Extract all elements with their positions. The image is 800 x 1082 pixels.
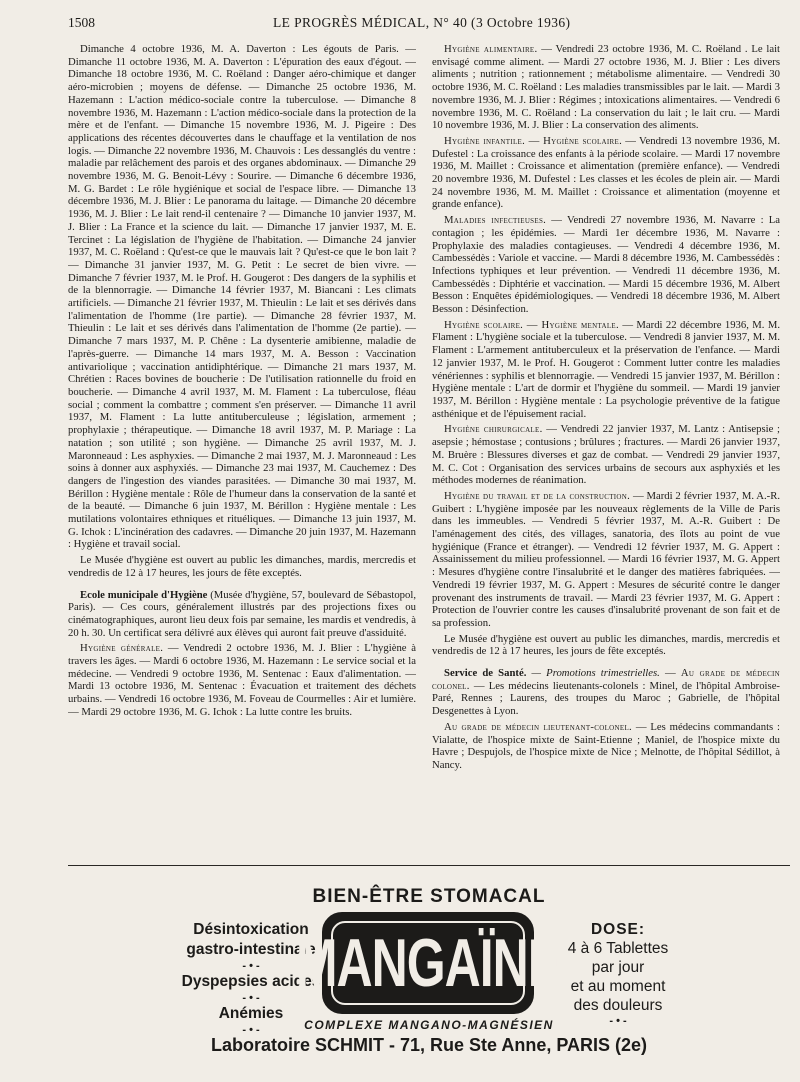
running-header (68, 11, 788, 35)
page-number: 1508 (68, 15, 95, 30)
hygiene-travail-paragraph (432, 490, 780, 630)
dose-line-1: 4 à 6 Tablettes (567, 940, 669, 957)
hygiene-mentale-text: — Mardi 22 décembre 1936, M. M. Flament : L'hygiène sociale et la tuberculose. — Vendredi 8 janvier 1937, M. M. Flament : L'armement antituberculeux et la préservation de l'enfance. — Mardi 12 janvier 1937, M. le Prof. H. Gougerot : Comment lutter contre les maladies vénériennes : syphilis et blennorragie. — Vendredi 15 janvier 1937, M. Bérillon : Hygiène mentale : L'art de dormir et l'hygiène du sommeil. — Mardi 19 janvier 1937, M. Bérillon : Hygiène mentale : La psychologie préventive de la fatigue asthénique et de l'épuisement racial. (432, 318, 780, 420)
hygiene-generale-heading: Hygiène générale. (80, 642, 164, 655)
hygiene-alimentaire-paragraph (432, 43, 780, 132)
indication-4: Anémies (218, 1005, 284, 1022)
hygiene-mentale-paragraph (432, 319, 780, 421)
lieutenant-colonel-text: — Les médecins commandants : Vialatte, de l'hospice mixte de Saint-Etienne ; Maniel, de l'hospice mixte du Havre ; Despujols, de l'hospice mixte de Nice ; Melnotte, de l'hôpital Sédillot, à Nancy. (432, 720, 780, 771)
right-column (432, 43, 780, 861)
dose-line-4: des douleurs (573, 997, 663, 1014)
indication-3: Dyspepsies acides (181, 973, 321, 990)
hygiene-alimentaire-heading: Hygiène alimentaire. (444, 43, 538, 55)
medecin-colonel-text: — Les médecins lieutenants-colonels : Minel, de l'hôpital Ambroise-Paré, Rennes ; Laurens, des troupes du Maroc ; Gabrielle, de l'hôpital Desgenettes à Lyon. (432, 679, 780, 718)
hygiene-alimentaire-text: — Vendredi 23 octobre 1936, M. C. Roëland . Le lait envisagé comme aliment. — Mardi 27 octobre 1936, M. J. Blier : Les divers aliments ; nutrition ; rationnement ; métabolisme alimentaire. — Vendredi 30 octobre 1936, M. C. Roëland : Les maladies transmissibles par le lait. — Mardi 3 novembre 1936, M. J. Blier : Régimes ; intoxications alimentaires. — Vendredi 6 novembre 1936, M. C. Roëland : La conservation du lait ; le lait cru. — Mardi 10 novembre 1936, M. J. Blier : La conservation des aliments. (432, 43, 780, 132)
hygiene-generale-text: — Vendredi 2 octobre 1936, M. J. Blier : L'hygiène à travers les âges. — Mardi 6 octobre 1936, M. Hazemann : Le service social et la médecine. — Vendredi 9 octobre 1936, M. Sentenac : Eaux d'alimentation. — Mardi 13 octobre 1936, M. Sentenac : Évacuation et traitement des déchets urbains. — Vendredi 16 octobre 1936, M. Foveau de Courmelles : Air et lumière. — Mardi 29 octobre 1936, M. G. Ichok : La lutte contre les bruits. (68, 642, 416, 718)
journal-title: LE PROGRÈS MÉDICAL, N° 40 (3 Octobre 1936) (273, 15, 571, 30)
hygiene-infantile-paragraph (432, 135, 780, 211)
hygiene-mentale-heading: Hygiène scolaire. — Hygiène mentale. (444, 318, 619, 331)
lieutenant-colonel-paragraph (432, 721, 780, 772)
indication-1: Désintoxication (193, 921, 309, 938)
ornament-dots-icon: - • - (242, 960, 260, 972)
sunday-lectures-paragraph: Dimanche 4 octobre 1936, M. A. Daverton : Les égouts de Paris. — Dimanche 11 octobre 1936, M. A. Daverton : L'épuration des eaux d'égout. — Dimanche 18 octobre 1936, M. C. Roëland : Danger aéro-chimique et danger aéro-microbien ; moyens de défense. — Dimanche 25 octobre 1936, M. Hazemann : L'action médico-sociale contre la tuberculose. — Dimanche 8 novembre 1936, M. Hazemann : L'action médico-sociale dans la protection de la mère et de l'enfant. — Dimanche 15 novembre 1936, M. J. Pigeire : Des applications des récentes découvertes dans le chauffage et la ventilation de nos logis. — Dimanche 22 novembre 1936, M. Chauvois : Les dessanglés du ventre : maladie par relâchement des parois et des organes abdominaux. — Dimanche 29 novembre 1936, M. G. Benoit-Lévy : Sourire. — Dimanche 6 décembre 1936, M. G. Bardet : Le rôle hygiénique et social de l'espace libre. — Dimanche 13 décembre 1936, M. J. Blier : Le panorama du laitage. — Dimanche 20 décembre 1936, M. J. Blier : Le lait rend-il centenaire ? — Dimanche 10 janvier 1937, M. J. Blier : La France et la science du lait. — Dimanche 17 janvier 1937, M. E. Tercinet : La législation de l'hygiène de l'habitation. — Dimanche 24 janvier 1937, M. C. Roëland : Qu'est-ce que le mauvais lait ? Qu'est-ce que le bon lait ? — Dimanche 31 janvier 1937, M. G. Petit : Le secret de bien vivre. — Dimanche 7 février 1937, M. le Prof. H. Gougerot : Des dangers de la syphilis et de la blennorragie. — Dimanche 14 février 1937, M. Biancani : Les climats artificiels. — Dimanche 21 février 1937, M. Thieulin : Le lait et ses dérivés dans l'alimentation de l'homme (1re partie). — Dimanche 28 février 1937, M. Thieulin : Le lait et ses dérivés dans l'alimentation de l'homme (2e partie). — Dimanche 7 mars 1937, M. P. Chêne : La dysenterie amibienne, maladie de l'après-guerre. — Dimanche 14 mars 1937, M. A. Besson : Vaccination antivariolique ; vaccination antidiphtérique. — Dimanche 21 mars 1937, M. Chrétien : Races bovines de boucherie : De l'utilisation rationnelle du froid en boucherie. — Dimanche 4 avril 1937, M. M. Flament : La tuberculose, fléau social ; comment la combattre ; comment s'en préserver. — Dimanche 11 avril 1937, M. Flament : La lutte antituberculeuse ; législation, armement ; prophylaxie ; thérapeutique. — Dimanche 18 avril 1937, M. P. Mariage : La natation ; son utilité ; son hygiène. — Dimanche 25 avril 1937, M. J. Maronneaud : Les asphyxies. — Dimanche 2 mai 1937, M. J. Maronneaud : Les soins à donner aux asphyxiés. — Dimanche 23 mai 1937, M. Cauchemez : Des dangers de l'ingestion des viandes parasitées. — Dimanche 30 mai 1937, M. Bérillon : Hygiène mentale : Rôle de l'humeur dans la conservation de la santé et de la beauté. — Dimanche 6 juin 1937, M. Bérillon : Hygiène mentale : Les mutilations volontaires ethniques et rituéliques. — Dimanche 13 juin 1937, M. G. Ichok : L'incinération des cadavres. — Dimanche 20 juin 1937, M. Hazemann : Hygiène et travail social. (68, 43, 416, 551)
left-column (68, 43, 416, 861)
service-de-sante-paragraph (432, 667, 780, 718)
dose-line-2: par jour (591, 959, 645, 976)
hygiene-travail-heading: Hygiène du travail et de la construction. (444, 489, 631, 502)
maladies-infectieuses-paragraph (432, 214, 780, 316)
brand-logo-box (295, 912, 561, 1014)
museum-hours-paragraph-right: Le Musée d'hygiène est ouvert au public les dimanches, mardis, mercredis et vendredis de 12 à 17 heures, les jours de fête exceptés. (432, 632, 780, 658)
hygiene-travail-text: — Mardi 2 février 1937, M. A.-R. Guibert : L'hygiène imposée par les nouveaux règlements de la Ville de Paris dans les immeubles. — Vendredi 5 février 1937, M. A.-R. Guibert : De l'aménagement des cités, des villages, sanatoria, des îlots au point de vue hygiénique (France et étranger). — Vendredi 12 février 1937, M. G. Appert : Assainissement du milieu professionnel. — Mardi 16 février 1937, M. G. Appert : Mesures d'hygiène contre l'insalubrité et le danger des matières fabriquées. — Vendredi 19 février 1937, M. G. Appert : Mesures de sécurité contre le danger provenant des instruments de travail. — Mardi 23 février 1937, M. G. Appert : Protection de l'ouvrier contre les causes d'insalubrité provenant de son fait et de sa profession. (432, 489, 780, 629)
maladies-infectieuses-heading: Maladies infectieuses. (444, 214, 547, 227)
hygiene-infantile-heading: Hygiène infantile. — Hygiène scolaire. (444, 134, 623, 147)
text-columns (68, 43, 790, 861)
dose-line-3: et au moment (570, 978, 666, 995)
indication-2: gastro-intestinale (186, 941, 316, 958)
ad-composition: COMPLEXE MANGANO-MAGNÉSIEN (304, 1018, 554, 1032)
advertisement (68, 868, 790, 1074)
brand-logo-inner-frame (295, 921, 561, 1005)
ecole-municipale-title: Ecole municipale d'Hygiène (80, 588, 208, 601)
medecin-colonel-heading: — Au grade de médecin colonel. (432, 667, 780, 692)
hygiene-chirurgicale-text: — Vendredi 22 janvier 1937, M. Lantz : Antisepsie ; asepsie ; hémostase ; contusions ; brûlures ; fractures. — Mardi 26 janvier 1937, M. Bruère : Blessures diverses et gaz de combat. — Vendredi 29 janvier 1937, M. C. Cot : Organisation des services urbains de secours aux asphyxiés et les méthodes modernes de réanimation. (432, 423, 780, 487)
hygiene-chirurgicale-heading: Hygiène chirurgicale. (444, 423, 543, 436)
hygiene-infantile-text: — Vendredi 13 novembre 1936, M. Dufestel : La croissance des enfants à la période scolaire. — Mardi 17 novembre 1936, M. Maillet : Croissance et alimentation (première enfance). — Vendredi 20 novembre 1936, M. Dufestel : Les classes et les écoles de plein air. — Mardi 24 novembre 1936, M. M. Maillet : Croissance et alimentation (moyenne et grande enfance). (432, 134, 780, 211)
service-de-sante-title: Service de Santé. (444, 667, 527, 680)
ad-tagline: BIEN-ÊTRE STOMACAL (312, 886, 546, 907)
promotions-subtitle: — Promotions trimestrielles. (531, 667, 660, 680)
hygiene-generale-paragraph (68, 642, 416, 718)
museum-hours-paragraph: Le Musée d'hygiène est ouvert au public les dimanches, mardis, mercredis et vendredis de 12 à 17 heures, les jours de fête exceptés. (68, 554, 416, 579)
ad-dosage (538, 920, 698, 1027)
ornament-dots-icon: - • - (242, 1024, 260, 1036)
ecole-municipale-paragraph (68, 589, 416, 640)
dose-label: DOSE: (590, 921, 646, 938)
lieutenant-colonel-heading: Au grade de médecin lieutenant-colonel. (444, 720, 632, 733)
hygiene-chirurgicale-paragraph (432, 423, 780, 487)
brand-name: MANGAÏNE (295, 925, 561, 1001)
maladies-infectieuses-text: — Vendredi 27 novembre 1936, M. Navarre : La contagion ; les épidémies. — Mardi 1er décembre 1936, M. Navarre : Prophylaxie des maladies contagieuses. — Vendredi 4 décembre 1936, M. Cambessédès : Variole et vaccine. — Mardi 8 décembre 1936, M. Cambessédès : Infections typhiques et leur prévention. — Vendredi 11 décembre 1936, M. Cambessédès : Diphtérie et vaccination. — Mardi 15 décembre 1936, M. Albert Besson : Enquêtes épidémiologiques. — Vendredi 18 décembre 1936, M. Albert Besson : Désinfection. (432, 214, 780, 316)
ornament-dots-icon: - • - (242, 992, 260, 1004)
ecole-municipale-text: (Musée d'hygiène, 57, boulevard de Sébastopol, Paris). — Ces cours, généralement illustrés par des projections fixes ou cinématographiques, auront lieu deux fois par semaine, les mardis et vendredis, à 20 h. 30. Un certificat sera délivré aux élèves qui auront fait preuve d'assiduité. (68, 588, 416, 639)
advertisement-divider (68, 865, 790, 866)
ornament-dots-icon: - • - (609, 1015, 627, 1027)
ad-laboratory: Laboratoire SCHMIT - 71, Rue Ste Anne, PARIS (2e) (210, 1035, 648, 1055)
